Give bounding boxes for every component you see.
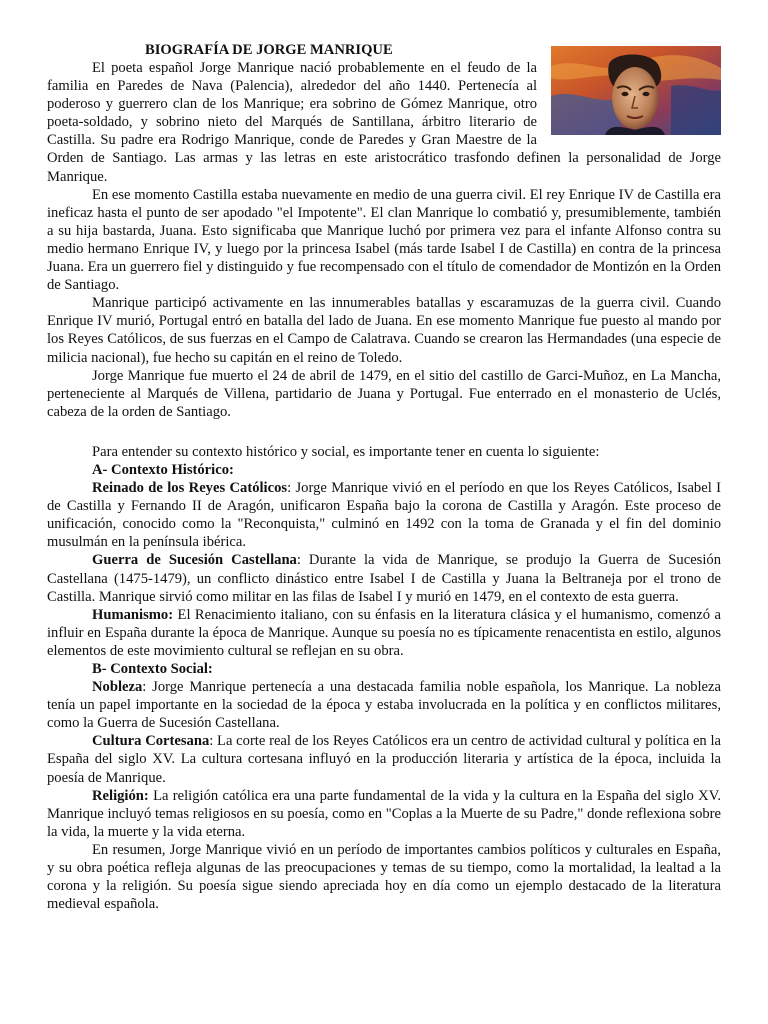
context-item-text: : Durante la vida de Manrique, se produjo la Guerra de Sucesión Castellana (1475-1479), un conflicto dinástico entre Isabel I de Castilla y Juana la Beltraneja por el trono de Castilla. Manrique sirvió como militar en las filas de Isabel I y murió en 1479, en el contexto de esta guerra. bbox=[47, 552, 721, 605]
context-item-text: : La corte real de los Reyes Católicos era un centro de actividad cultural y política en la España del siglo XV. La cultura cortesana influyó en la producción literaria y artística de la época, incluida la poesía de Manrique. bbox=[47, 733, 721, 786]
context-item-term: Reinado de los Reyes Católicos bbox=[92, 480, 288, 497]
conclusion-paragraph: En resumen, Jorge Manrique vivió en un período de importantes cambios políticos y culturales en España, y su obra poética refleja algunas de las preocupaciones y temas de su tiempo, como la mortalidad, la lealtad a la corona y la religión. Su poesía sigue siendo apreciada hoy en día como un ejemplo destacado de la literatura medieval española. bbox=[47, 841, 721, 913]
intro-paragraph: Para entender su contexto histórico y social, es importante tener en cuenta lo siguiente: bbox=[92, 443, 600, 460]
context-item bbox=[47, 732, 721, 786]
context-item-term: Nobleza bbox=[92, 679, 143, 696]
document-title: BIOGRAFÍA DE JORGE MANRIQUE bbox=[145, 42, 393, 58]
context-item-term: Guerra de Sucesión Castellana bbox=[92, 552, 297, 569]
context-item bbox=[47, 479, 721, 551]
section-heading-historic: A- Contexto Histórico: bbox=[92, 461, 234, 478]
context-item-text: La religión católica era una parte fundamental de la vida y la cultura en la España del siglo XV. Manrique incluyó temas religiosos en su poesía, como en "Coplas a la Muerte de su Padre," donde reflexiona sobre la vida, la muerte y la vida eterna. bbox=[47, 787, 721, 840]
biography-paragraph: Manrique participó activamente en las innumerables batallas y escaramuzas de la guerra civil. Cuando Enrique IV murió, Portugal entró en batalla del lado de Juana. En ese momento Manrique fue puesto al mando por los Reyes Católicos, de sus fuerzas en el Campo de Calatrava. Cuando se crearon las Hermandades (una especie de milicia nacional), fue hecho su capitán en el reino de Toledo. bbox=[47, 295, 721, 366]
context-item-term: Humanismo: bbox=[92, 606, 174, 623]
context-item-term: Religión: bbox=[92, 787, 149, 804]
context-item-text: : Jorge Manrique vivió en el período en que los Reyes Católicos, Isabel I de Castilla y Fernando II de Aragón, unificaron España bajo la corona de Castilla y Aragón. Este proceso de unificación, conocido como la "Reconquista," culminó en 1492 con la toma de Granada y el fin del dominio musulmán en la península ibérica. bbox=[47, 480, 721, 551]
context-item-text: : Jorge Manrique pertenecía a una destacada familia noble española, los Manrique. La nobleza tenía un papel importante en la sociedad de la época y estaba involucrada en la política y en conflictos militares, como la Guerra de Sucesión Castellana. bbox=[47, 679, 721, 732]
portrait-painting-icon bbox=[551, 46, 721, 135]
context-item bbox=[47, 678, 721, 732]
document-page bbox=[47, 41, 721, 913]
biography-paragraph: En ese momento Castilla estaba nuevamente en medio de una guerra civil. El rey Enrique IV de Castilla era ineficaz hasta el punto de ser apodado "el Impotente". El clan Manrique lo combatió y, presumiblemente, también a su hija bastarda, Juana. Esto significaba que Manrique luchó por primera vez para el infante Alfonso contra su medio hermano Enrique IV, y luego por la princesa Isabel (más tarde Isabel I de Castilla) en contra de la princesa Juana. Era un guerrero fiel y distinguido y fue recompensado con el título de comendador de Montizón en la Orden de Santiago. bbox=[47, 186, 721, 294]
context-item bbox=[47, 551, 721, 605]
context-item-term: Cultura Cortesana bbox=[92, 733, 210, 750]
context-item-text: El Renacimiento italiano, con su énfasis en la literatura clásica y el humanismo, comenzó a influir en España durante la época de Manrique. Aunque su poesía no es típicamente renacentista en estilo, algunos elementos de este movimiento cultural se reflejan en su obra. bbox=[47, 606, 721, 659]
section-heading-social: B- Contexto Social: bbox=[92, 661, 213, 677]
spacer bbox=[47, 421, 721, 443]
context-item bbox=[47, 606, 721, 660]
context-item bbox=[47, 787, 721, 841]
biography-paragraph: El poeta español Jorge Manrique nació probablemente en el feudo de la familia en Paredes de Nava (Palencia), alrededor del año 1440. Pertenecía al poderoso y guerrero clan de los Manrique; era sobrino de Gómez Manrique, otro poeta-soldado, y sobrino nieto del Marqués de Santillana, árbitro literario de Castilla. Su padre era Rodrigo Manrique, conde de Paredes y Gran Maestre de la Orden de Santiago. Las armas y las letras en este aristocrático trasfondo definen la personalidad de Jorge Manrique. bbox=[47, 60, 721, 185]
biography-paragraph: Jorge Manrique fue muerto el 24 de abril de 1479, en el sitio del castillo de Garci-Muñoz, en La Mancha, perteneciente al Marqués de Villena, partidario de Juana y Portugal. Fue enterrado en el monasterio de Uclés, cabeza de la orden de Santiago. bbox=[47, 367, 721, 420]
